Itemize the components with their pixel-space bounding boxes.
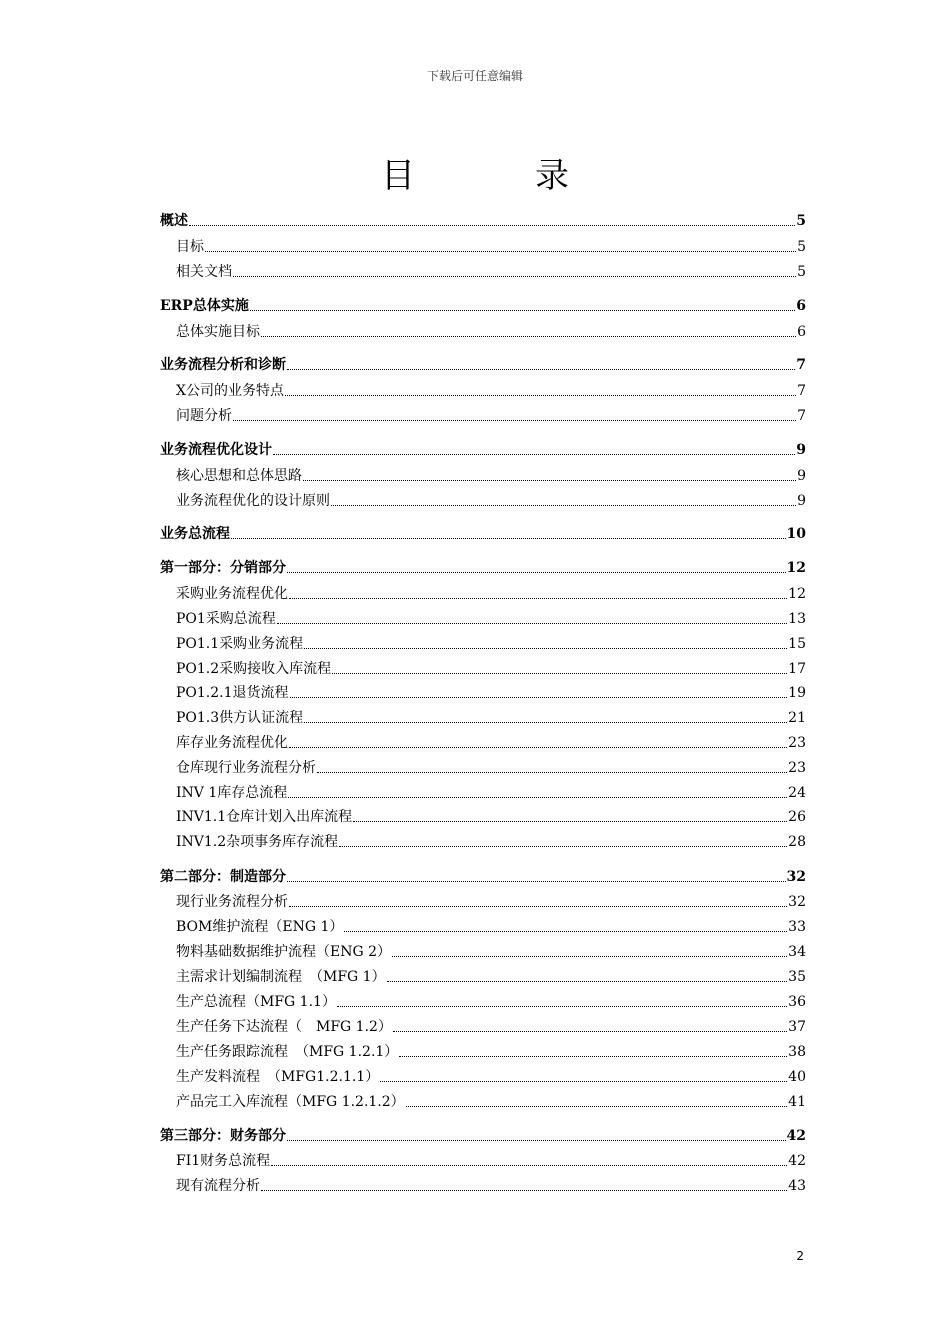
toc-entry-section[interactable]: [176, 831, 806, 851]
toc-entry-text: 概述: [160, 213, 188, 229]
toc-entry-section[interactable]: [176, 1150, 806, 1170]
toc-dot-leader: [233, 276, 796, 277]
toc-entry-page: 7: [796, 357, 806, 373]
toc-entry-text: 仓库现行业务流程分析: [176, 760, 316, 776]
toc-entry-page: 38: [788, 1044, 806, 1060]
toc-entry-text: INV1.2杂项事务库存流程: [176, 834, 339, 850]
toc-entry-text: FI1财务总流程: [176, 1153, 271, 1169]
toc-entry-text: 产品完工入库流程（MFG 1.2.1.2）: [176, 1094, 405, 1110]
toc-entry-text: 业务流程优化设计: [160, 442, 272, 458]
toc-entry-section[interactable]: [176, 633, 806, 653]
toc-entry-section[interactable]: [176, 1091, 806, 1111]
toc-entry-text: 生产总流程（MFG 1.1）: [176, 994, 336, 1010]
toc-entry-page: 5: [797, 239, 806, 255]
toc-dot-leader: [287, 369, 795, 370]
toc-entry-page: 12: [786, 560, 806, 576]
toc-dot-leader: [289, 598, 787, 599]
toc-entry-section[interactable]: [176, 991, 806, 1011]
toc-entry-page: 42: [788, 1153, 806, 1169]
toc-dot-leader: [285, 395, 796, 396]
toc-dot-leader: [353, 821, 787, 822]
toc-entry-section[interactable]: [176, 1041, 806, 1061]
toc-entry-section[interactable]: [176, 658, 806, 678]
toc-dot-leader: [289, 747, 787, 748]
toc-entry-page: 43: [788, 1178, 806, 1194]
toc-entry-text: 业务流程分析和诊断: [160, 357, 286, 373]
toc-entry-page: 23: [788, 735, 806, 751]
toc-entry-page: 5: [796, 213, 806, 229]
toc-dot-leader: [399, 1056, 787, 1057]
toc-entry-text: PO1采购总流程: [176, 611, 276, 627]
toc-dot-leader: [380, 1081, 787, 1082]
toc-entry-page: 32: [788, 894, 806, 910]
toc-entry-section[interactable]: [176, 583, 806, 603]
toc-title: 目录: [381, 156, 689, 196]
toc-entry-text: PO1.3供方认证流程: [176, 710, 304, 726]
toc-entry-page: 21: [788, 710, 806, 726]
toc-entry-text: 物料基础数据维护流程（ENG 2）: [176, 944, 392, 960]
toc-dot-leader: [287, 881, 786, 882]
toc-dot-leader: [289, 906, 787, 907]
header-note: 下载后可任意编辑: [426, 69, 523, 83]
toc-dot-leader: [231, 538, 786, 539]
toc-dot-leader: [331, 505, 796, 506]
toc-entry-section[interactable]: [176, 490, 806, 510]
toc-entry-section[interactable]: [176, 916, 806, 936]
toc-dot-leader: [344, 931, 787, 932]
toc-entry-chapter[interactable]: [160, 866, 806, 886]
toc-dot-leader: [393, 1031, 787, 1032]
toc-entry-text: X公司的业务特点: [176, 383, 284, 399]
toc-dot-leader: [287, 1140, 786, 1141]
toc-entry-page: 33: [788, 919, 806, 935]
toc-entry-text: 目标: [176, 239, 204, 255]
toc-entry-page: 37: [788, 1019, 806, 1035]
toc-entry-page: 9: [796, 442, 806, 458]
toc-dot-leader: [337, 1006, 787, 1007]
toc-entry-text: 相关文档: [176, 264, 232, 280]
toc-entry-section[interactable]: [176, 1016, 806, 1036]
toc-entry-text: 主需求计划编制流程 （MFG 1）: [176, 969, 386, 985]
toc-entry-page: 41: [788, 1094, 806, 1110]
toc-dot-leader: [339, 846, 787, 847]
toc-entry-text: 业务总流程: [160, 526, 230, 542]
toc-entry-section[interactable]: [176, 707, 806, 727]
toc-entry-page: 17: [788, 661, 806, 677]
toc-entry-text: INV1.1仓库计划入出库流程: [176, 809, 353, 825]
toc-entry-section[interactable]: [176, 782, 806, 802]
toc-entry-text: 采购业务流程优化: [176, 586, 288, 602]
toc-entry-text: PO1.2采购接收入库流程: [176, 661, 332, 677]
toc-entry-section[interactable]: [176, 261, 806, 281]
toc-entry-section[interactable]: [176, 732, 806, 752]
toc-entry-page: 7: [797, 408, 806, 424]
toc-entry-text: 生产任务下达流程（ MFG 1.2）: [176, 1019, 392, 1035]
toc-entry-page: 15: [788, 636, 806, 652]
toc-entry-chapter[interactable]: [160, 354, 806, 374]
toc-entry-text: 第三部分：财务部分: [160, 1128, 286, 1144]
toc-dot-leader: [189, 225, 795, 226]
toc-dot-leader: [250, 310, 795, 311]
toc-entry-text: PO1.2.1退货流程: [176, 685, 289, 701]
toc-entry-page: 40: [788, 1069, 806, 1085]
toc-entry-text: 第一部分：分销部分: [160, 560, 286, 576]
toc-entry-page: 34: [788, 944, 806, 960]
toc-entry-text: 库存业务流程优化: [176, 735, 288, 751]
toc-entry-text: 问题分析: [176, 408, 232, 424]
toc-entry-page: 9: [797, 493, 806, 509]
toc-entry-chapter[interactable]: [160, 523, 806, 543]
toc-entry-section[interactable]: [176, 380, 806, 400]
toc-dot-leader: [205, 251, 796, 252]
toc-entry-text: 生产任务跟踪流程 （MFG 1.2.1）: [176, 1044, 399, 1060]
toc-entry-section[interactable]: [176, 608, 806, 628]
toc-entry-text: 现行业务流程分析: [176, 894, 288, 910]
toc-entry-section[interactable]: [176, 405, 806, 425]
toc-dot-leader: [332, 673, 787, 674]
toc-entry-text: 生产发料流程 （MFG1.2.1.1）: [176, 1069, 380, 1085]
toc-entry-page: 5: [797, 264, 806, 280]
toc-entry-page: 19: [788, 685, 806, 701]
toc-entry-text: 业务流程优化的设计原则: [176, 493, 330, 509]
toc-entry-chapter[interactable]: [160, 557, 806, 577]
toc-entry-text: INV 1库存总流程: [176, 785, 288, 801]
toc-entry-chapter[interactable]: [160, 1125, 806, 1145]
toc-dot-leader: [277, 623, 787, 624]
toc-entry-section[interactable]: [176, 941, 806, 961]
toc-entry-text: ERP总体实施: [160, 298, 249, 314]
toc-entry-text: 核心思想和总体思路: [176, 468, 302, 484]
toc-entry-section[interactable]: [176, 1175, 806, 1195]
toc-entry-page: 26: [788, 809, 806, 825]
toc-entry-text: 现有流程分析: [176, 1178, 260, 1194]
toc-dot-leader: [261, 1190, 787, 1191]
toc-entry-page: 6: [797, 324, 806, 340]
toc-entry-section[interactable]: [176, 806, 806, 826]
toc-entry-section[interactable]: [176, 682, 806, 702]
toc-entry-chapter[interactable]: [160, 295, 806, 315]
toc-entry-section[interactable]: [176, 465, 806, 485]
toc-dot-leader: [288, 797, 787, 798]
toc-dot-leader: [303, 480, 796, 481]
page-number: 2: [796, 1249, 804, 1263]
toc-entry-page: 32: [786, 869, 806, 885]
toc-dot-leader: [406, 1106, 788, 1107]
toc-entry-page: 36: [788, 994, 806, 1010]
toc-entry-page: 42: [786, 1128, 806, 1144]
toc-entry-page: 24: [788, 785, 806, 801]
toc-entry-page: 35: [788, 969, 806, 985]
toc-entry-text: BOM维护流程（ENG 1）: [176, 919, 344, 935]
toc-entry-page: 12: [788, 586, 806, 602]
toc-entry-page: 23: [788, 760, 806, 776]
toc-entry-section[interactable]: [176, 966, 806, 986]
toc-entry-chapter[interactable]: [160, 210, 806, 230]
toc-entry-text: PO1.1采购业务流程: [176, 636, 304, 652]
toc-entry-section[interactable]: [176, 891, 806, 911]
toc-entry-page: 6: [796, 298, 806, 314]
toc-entry-section[interactable]: [176, 236, 806, 256]
toc-dot-leader: [304, 722, 787, 723]
toc-entry-page: 13: [788, 611, 806, 627]
toc-entry-page: 10: [786, 526, 806, 542]
toc-dot-leader: [233, 420, 796, 421]
toc-entry-section[interactable]: [176, 757, 806, 777]
toc-entry-chapter[interactable]: [160, 439, 806, 459]
toc-entry-page: 28: [788, 834, 806, 850]
toc-dot-leader: [261, 336, 796, 337]
toc-dot-leader: [273, 454, 795, 455]
toc-entry-page: 9: [797, 468, 806, 484]
toc-dot-leader: [290, 697, 788, 698]
toc-dot-leader: [271, 1165, 787, 1166]
toc-dot-leader: [317, 772, 787, 773]
toc-dot-leader: [392, 956, 787, 957]
toc-entry-text: 总体实施目标: [176, 324, 260, 340]
toc-dot-leader: [287, 572, 786, 573]
toc-dot-leader: [304, 648, 787, 649]
toc-entry-text: 第二部分：制造部分: [160, 869, 286, 885]
toc-entry-page: 7: [797, 383, 806, 399]
toc-dot-leader: [387, 981, 788, 982]
toc-entry-section[interactable]: [176, 1066, 806, 1086]
toc-entry-section[interactable]: [176, 321, 806, 341]
